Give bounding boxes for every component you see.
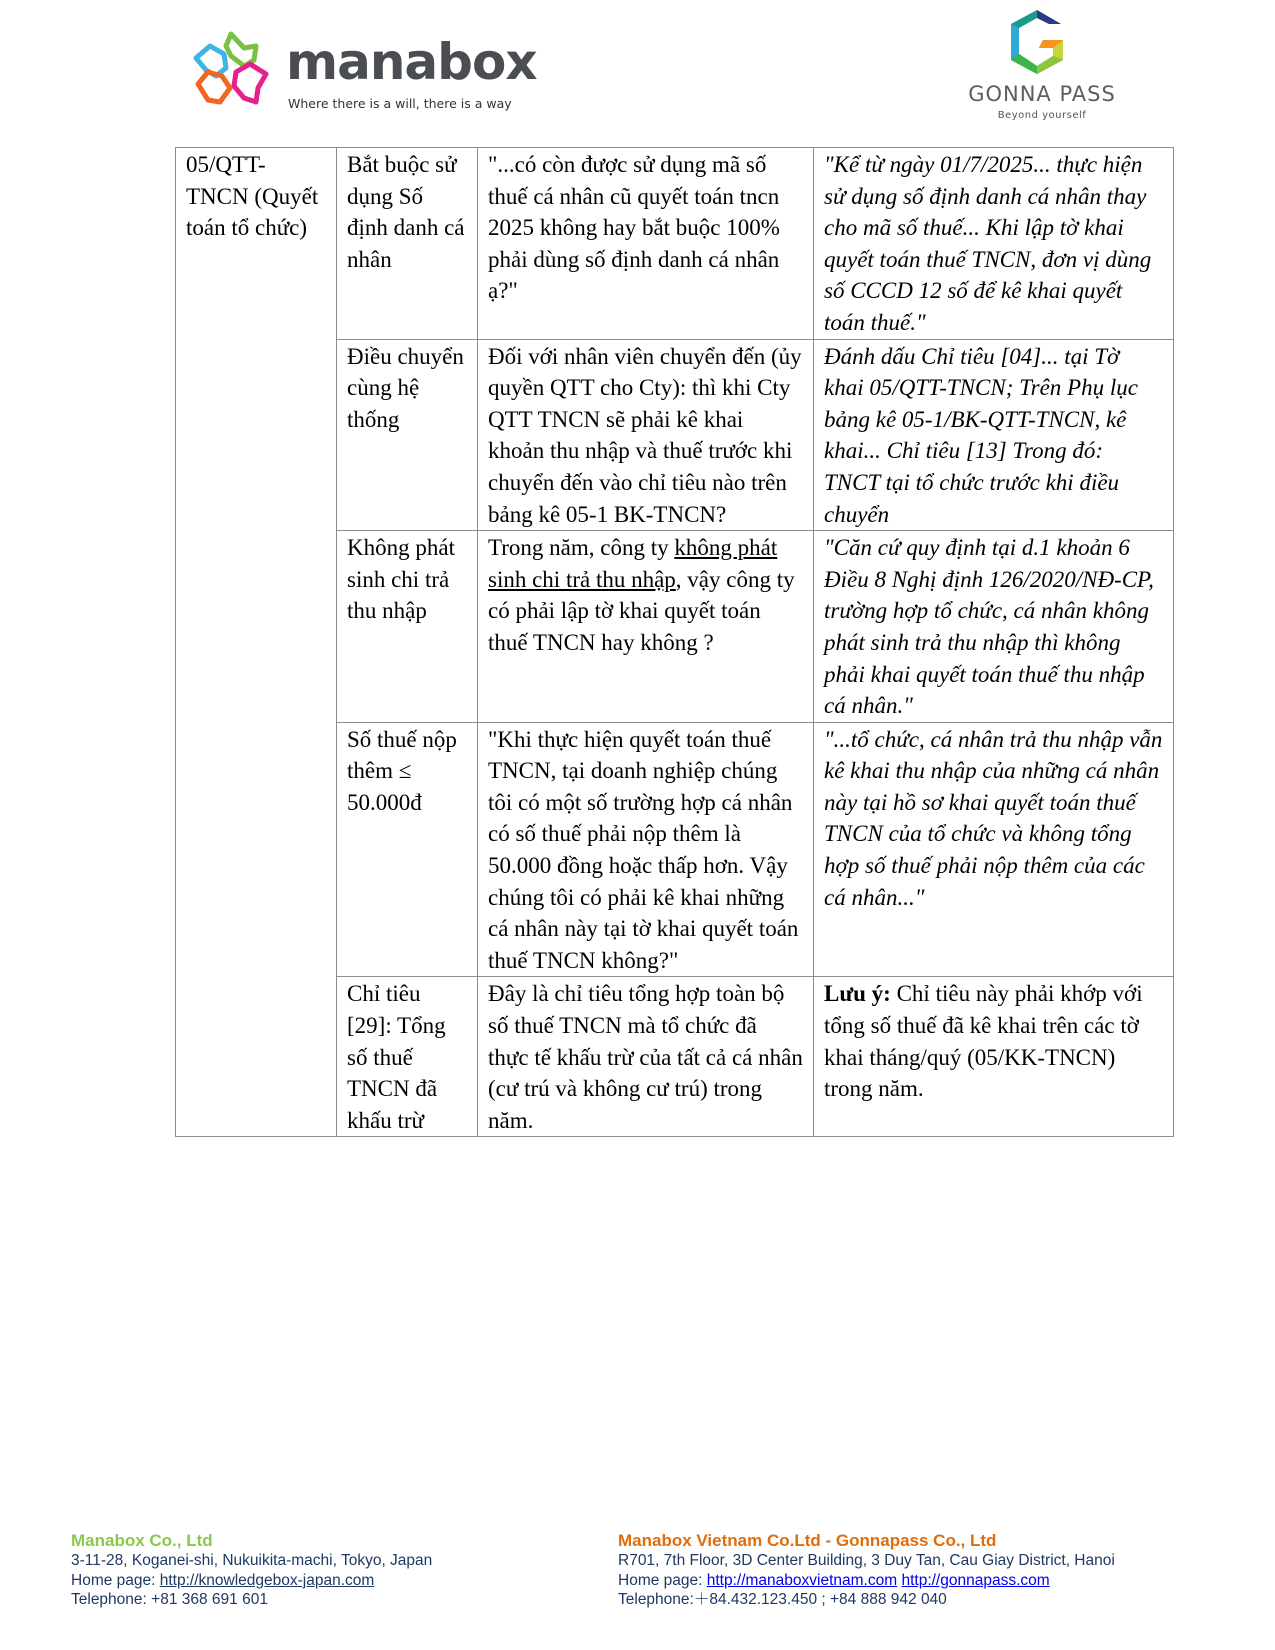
- answer-cell: "...tổ chức, cá nhân trả thu nhập vẫn kê khai thu nhập của những cá nhân này tại hồ sơ khai quyết toán thuế TNCN của tổ chức và không tổng hợp số thuế phải nộp thêm của các cá nhân...": [814, 722, 1174, 977]
- footer-company-name: Manabox Co., Ltd: [71, 1531, 213, 1550]
- manabox-tagline: Where there is a will, there is a way: [288, 96, 512, 111]
- gonnapass-g-icon: [1007, 8, 1067, 76]
- answer-cell: "Kể từ ngày 01/7/2025... thực hiện sử dụng số định danh cá nhân thay cho mã số thuế... Khi lập tờ khai quyết toán thuế TNCN, đơn vị dùng số CCCD 12 số để kê khai quyết toán thuế.": [814, 148, 1174, 340]
- footer-address: 3-11-28, Koganei-shi, Nukuikita-machi, Tokyo, Japan: [71, 1552, 433, 1569]
- homepage-label: Home page:: [71, 1571, 160, 1589]
- topic-cell: Điều chuyển cùng hệ thống: [337, 339, 478, 531]
- answer-cell: Đánh dấu Chỉ tiêu [04]... tại Tờ khai 05/QTT-TNCN; Trên Phụ lục bảng kê 05-1/BK-QTT-TNCN, kê khai... Chỉ tiêu [13] Trong đó: TNCT tại tổ chức trước khi điều chuyển: [814, 339, 1174, 531]
- footer-homepage: [71, 1571, 432, 1591]
- gonnapass-wordmark: GONNA PASS: [968, 82, 1116, 106]
- qa-table: [175, 147, 1174, 1137]
- answer-cell: "Căn cứ quy định tại d.1 khoản 6 Điều 8 Nghị định 126/2020/NĐ-CP, trường hợp tổ chức, cá nhân không phát sinh trả thu nhập thì không phải khai quyết toán thuế thu nhập cá nhân.": [814, 531, 1174, 723]
- question-cell: Đây là chỉ tiêu tổng hợp toàn bộ số thuế TNCN mà tổ chức đã thực tế khấu trừ của tất cả cá nhân (cư trú và không cư trú) trong năm.: [478, 977, 814, 1137]
- note-label: Lưu ý:: [824, 981, 891, 1007]
- footer-address: R701, 7th Floor, 3D Center Building, 3 Duy Tan, Cau Giay District, Hanoi: [618, 1552, 1115, 1569]
- footer-company-name: Manabox Vietnam Co.Ltd - Gonnapass Co., Ltd: [618, 1531, 997, 1550]
- topic-cell: Chỉ tiêu [29]: Tổng số thuế TNCN đã khấu trừ: [337, 977, 478, 1137]
- gonnapass-tagline: Beyond yourself: [997, 110, 1087, 121]
- manabox-logo: [186, 26, 536, 116]
- question-text: Trong năm, công ty: [488, 535, 675, 561]
- question-text: , vậy công ty có phải lập tờ khai quyết toán thuế TNCN hay không ?: [488, 566, 795, 655]
- homepage-label: Home page:: [618, 1571, 707, 1589]
- form-code-cell: 05/QTT-TNCN (Quyết toán tổ chức): [176, 148, 337, 1137]
- homepage-link[interactable]: http://manaboxvietnam.com: [706, 1571, 898, 1589]
- footer-telephone: Telephone: +81 368 691 601: [71, 1591, 268, 1608]
- homepage-link[interactable]: http://gonnapass.com: [901, 1571, 1050, 1589]
- page-footer: [0, 1530, 1275, 1650]
- answer-cell: [814, 977, 1174, 1137]
- page-header: [0, 0, 1275, 140]
- topic-cell: Số thuế nộp thêm ≤ 50.000đ: [337, 722, 478, 977]
- homepage-link[interactable]: http://knowledgebox-japan.com: [159, 1571, 375, 1589]
- table-row: [176, 148, 1174, 340]
- question-cell: "...có còn được sử dụng mã số thuế cá nhân cũ quyết toán tncn 2025 không hay bắt buộc 100% phải dùng số định danh cá nhân ạ?": [478, 148, 814, 340]
- manabox-wordmark: manabox: [286, 33, 537, 91]
- question-cell: [478, 531, 814, 723]
- manabox-flower-icon: [186, 26, 276, 116]
- topic-cell: Không phát sinh chi trả thu nhập: [337, 531, 478, 723]
- footer-telephone: Telephone:＋84.432.123.450 ; +84 888 942 040: [618, 1591, 947, 1608]
- question-cell: "Khi thực hiện quyết toán thuế TNCN, tại doanh nghiệp chúng tôi có một số trường hợp cá nhân có số thuế phải nộp thêm là 50.000 đồng hoặc thấp hơn. Vậy chúng tôi có phải kê khai những cá nhân này tại tờ khai quyết toán thuế TNCN không?": [478, 722, 814, 977]
- footer-homepage: [618, 1571, 1115, 1591]
- question-cell: Đối với nhân viên chuyển đến (ủy quyền QTT cho Cty): thì khi Cty QTT TNCN sẽ phải kê khai khoản thu nhập và thuế trước khi chuyển đến vào chỉ tiêu nào trên bảng kê 05-1 BK-TNCN?: [478, 339, 814, 531]
- footer-japan-office: [71, 1530, 432, 1610]
- footer-vietnam-office: [618, 1530, 1115, 1610]
- gonnapass-logo: [935, 6, 1145, 121]
- underlined-phrase: không phát sinh chi trả thu nhập: [488, 535, 778, 592]
- topic-cell: Bắt buộc sử dụng Số định danh cá nhân: [337, 148, 478, 340]
- note-text: Chỉ tiêu này phải khớp với tổng số thuế đã kê khai trên các tờ khai tháng/quý (05/KK-TNCN) trong năm.: [824, 981, 1143, 1102]
